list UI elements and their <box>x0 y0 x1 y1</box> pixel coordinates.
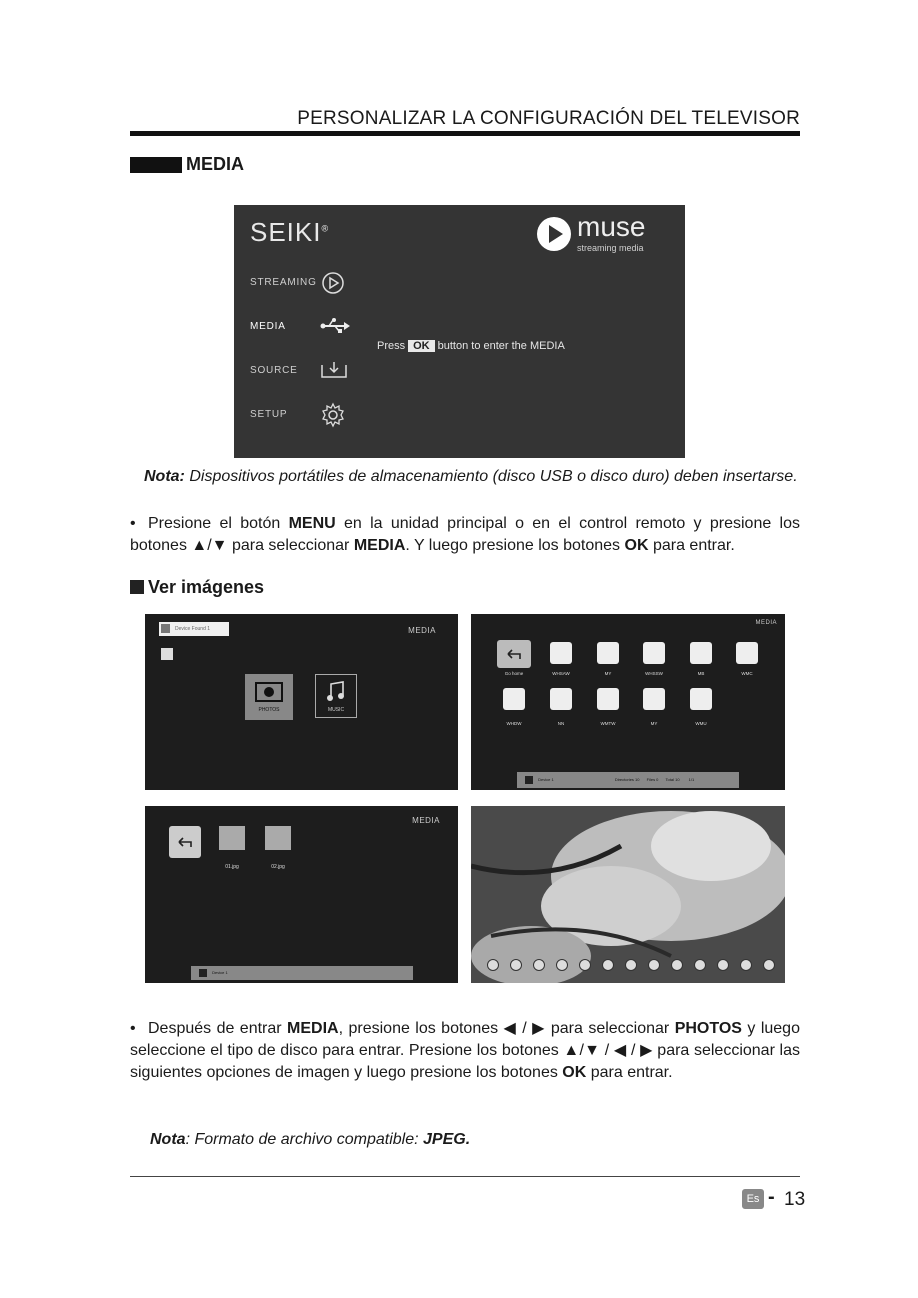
music-control-icon[interactable] <box>602 959 614 971</box>
menu-item-setup[interactable]: SETUP <box>250 409 288 420</box>
camera-icon <box>255 680 283 702</box>
menu-item-media[interactable]: MEDIA <box>250 321 286 332</box>
folder-icon[interactable] <box>550 642 572 664</box>
folder-icon[interactable] <box>643 688 665 710</box>
source-input-icon <box>320 360 346 382</box>
status-bar: Device 1 Directories 10 Files 0 Total 10 1/1 <box>517 772 739 788</box>
muse-logo: muse streaming media <box>537 217 667 257</box>
folder-icon[interactable] <box>690 642 712 664</box>
page-number: 13 <box>784 1189 806 1210</box>
folder-icon[interactable] <box>503 688 525 710</box>
folder-icon[interactable] <box>597 642 619 664</box>
music-note-icon <box>326 680 346 702</box>
folder-icon[interactable] <box>690 688 712 710</box>
header-rule <box>130 131 800 136</box>
prev-control-icon[interactable] <box>487 959 499 971</box>
play-circle-icon <box>320 271 346 293</box>
play-pause-control-icon[interactable] <box>533 959 545 971</box>
press-ok-hint: Press OK button to enter the MEDIA <box>377 340 565 352</box>
blossom-photo <box>471 806 785 983</box>
stop-control-icon[interactable] <box>556 959 568 971</box>
section-title-images: Ver imágenes <box>148 577 265 597</box>
viewer-controls <box>487 959 777 973</box>
device-icon[interactable] <box>161 648 173 660</box>
note-file-format: Nota: Formato de archivo compatible: JPEG. <box>150 1131 471 1148</box>
back-arrow-icon <box>177 836 193 848</box>
status-bar: Device 1 <box>191 966 413 980</box>
ok-key: OK <box>408 340 435 352</box>
folder-icon[interactable] <box>643 642 665 664</box>
usb-drive-icon <box>161 624 170 633</box>
repeat-control-icon[interactable] <box>579 959 591 971</box>
seiki-logo: SEIKI® <box>250 217 330 247</box>
folder-icon[interactable] <box>550 688 572 710</box>
device-found-label: Device Found 1 <box>159 622 229 636</box>
back-arrow-icon <box>506 648 522 660</box>
folder-icon[interactable] <box>597 688 619 710</box>
tv-home-screen <box>234 205 685 458</box>
screenshot-photo-viewer <box>471 806 785 983</box>
section-marker-bar <box>130 157 182 173</box>
bullet-menu-instructions: • Presione el botón MENU en la unidad principal o en el control remoto y presione los botones ▲/▼ para seleccionar MEDIA. Y luego presione los botones OK para entrar. <box>130 515 800 554</box>
playlist-control-icon[interactable] <box>625 959 637 971</box>
photos-tile[interactable]: PHOTOS <box>245 674 293 720</box>
screenshot-folder-browser: MEDIA Go home WHSAW MY WHSSW MB WMC WHDW NN WMTW MY WMU Device 1 Directories 10 Files 0 Total 10 1/1 <box>471 614 785 790</box>
page-number-dash: - <box>768 1186 775 1208</box>
menu-item-streaming[interactable]: STREAMING <box>250 277 317 288</box>
photo-thumbnail[interactable] <box>219 826 245 850</box>
section-title-media: MEDIA <box>186 154 244 174</box>
back-tile[interactable] <box>169 826 201 858</box>
bullet-photos-instructions: • Después de entrar MEDIA, presione los botones ◀ / ▶ para seleccionar PHOTOS y luego seleccione el tipo de disco para entrar. Presione los botones ▲/▼ / ◀ / ▶ para seleccionar las siguientes opciones de imagen y luego presione los botones OK para entrar. <box>130 1020 800 1081</box>
move-view-control-icon[interactable] <box>763 959 775 971</box>
zoom-out-control-icon[interactable] <box>740 959 752 971</box>
usb-icon <box>320 316 346 338</box>
rewind-control-icon[interactable] <box>510 959 522 971</box>
footer-rule <box>130 1176 800 1177</box>
photo-thumbnail[interactable] <box>265 826 291 850</box>
gear-icon <box>320 402 346 424</box>
muse-play-icon <box>537 217 571 251</box>
page-header-title: PERSONALIZAR LA CONFIGURACIÓN DEL TELEVISOR <box>297 108 800 129</box>
zoom-in-control-icon[interactable] <box>717 959 729 971</box>
rotate-left-control-icon[interactable] <box>671 959 683 971</box>
menu-item-source[interactable]: SOURCE <box>250 365 298 376</box>
section-marker-square <box>130 580 144 594</box>
music-tile[interactable]: MUSIC <box>315 674 357 718</box>
go-home-tile[interactable] <box>497 640 531 668</box>
rotate-right-control-icon[interactable] <box>694 959 706 971</box>
screenshot-photo-browser: MEDIA 01.jpg 02.jpg Device 1 <box>145 806 458 983</box>
screenshot-device-select: Device Found 1 MEDIA PHOTOS MUSIC <box>145 614 458 790</box>
language-badge: Es <box>742 1189 764 1209</box>
folder-icon[interactable] <box>736 642 758 664</box>
note-storage: Nota: Dispositivos portátiles de almacenamiento (disco USB o disco duro) deben insertarse. <box>144 468 798 485</box>
info-control-icon[interactable] <box>648 959 660 971</box>
